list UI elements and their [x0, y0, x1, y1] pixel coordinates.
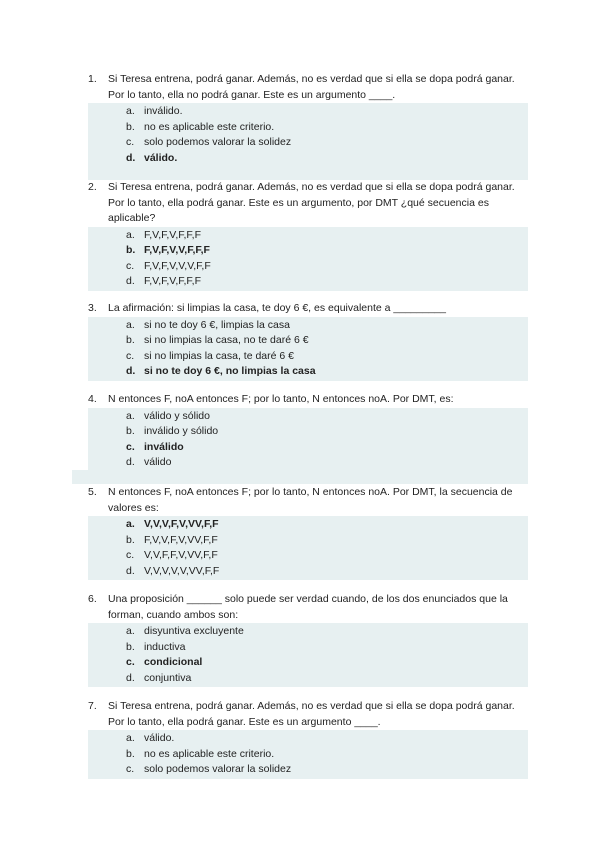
question-6 [88, 592, 528, 687]
option-b[interactable]: b. no es aplicable este criterio. [126, 747, 275, 760]
option-c[interactable]: c. solo podemos valorar la solidez [126, 763, 292, 775]
option-d[interactable]: d. F,V,F,V,F,F,F [126, 275, 201, 287]
option-c-correct[interactable]: c. condicional [126, 656, 203, 668]
option-c[interactable]: c. V,V,F,F,V,VV,F,F [126, 549, 218, 561]
divider-band [72, 470, 528, 484]
option-b[interactable]: b. si no limpias la casa, no te daré 6 € [126, 334, 309, 346]
option-b-correct[interactable]: b. F,V,F,V,V,F,F,F [126, 244, 210, 256]
option-c-correct[interactable]: c. inválido [126, 440, 184, 453]
question-text [88, 485, 528, 516]
question-text [88, 392, 528, 408]
question-body: N entonces F, noA entonces F; por lo tanto, N entonces noA. Por DMT, es: [108, 393, 454, 405]
question-number: 7. [88, 700, 97, 712]
options-list [88, 516, 528, 580]
question-text [88, 180, 528, 227]
option-a[interactable]: a. inválido. [126, 105, 183, 117]
options-list [88, 730, 528, 779]
question-4 [88, 392, 528, 472]
question-2 [88, 180, 528, 291]
option-b[interactable]: b. no es aplicable este criterio. [126, 120, 275, 133]
option-a[interactable]: a. válido. [126, 732, 175, 744]
question-body: Si Teresa entrena, podrá ganar. Además, no es verdad que si ella se dopa podrá ganar. Por lo tanto, ella podrá ganar. Este es un argumento, por DMT ¿qué secuencia es aplicable? [108, 181, 515, 224]
option-a-correct[interactable]: a. V,V,V,F,V,VV,F,F [126, 518, 219, 530]
question-3 [88, 301, 528, 381]
option-d[interactable]: d. conjuntiva [126, 671, 192, 684]
option-d-correct[interactable]: d. válido. [126, 151, 178, 164]
question-number: 2. [88, 181, 97, 193]
question-number: 6. [88, 593, 97, 605]
options-list [88, 227, 528, 291]
question-number: 1. [88, 73, 97, 85]
options-list [88, 408, 528, 472]
question-number: 3. [88, 302, 97, 314]
question-body: Si Teresa entrena, podrá ganar. Además, no es verdad que si ella se dopa podrá ganar. Por lo tanto, ella no podrá ganar. Este es un argumento ____. [108, 73, 515, 101]
option-d-correct[interactable]: d. si no te doy 6 €, no limpias la casa [126, 365, 316, 377]
option-c[interactable]: c. F,V,F,V,V,V,F,F [126, 259, 211, 272]
option-d[interactable]: d. válido [126, 456, 172, 468]
option-a[interactable]: a. si no te doy 6 €, limpias la casa [126, 318, 290, 331]
question-1 [88, 72, 528, 180]
question-body: Si Teresa entrena, podrá ganar. Además, no es verdad que si ella se dopa podrá ganar. Por lo tanto, ella podrá ganar. Este es un argumento ____. [108, 700, 515, 728]
option-c[interactable]: c. solo podemos valorar la solidez [126, 136, 292, 148]
option-a[interactable]: a. F,V,F,V,F,F,F [126, 228, 201, 241]
options-list [88, 623, 528, 687]
options-list [88, 317, 528, 381]
option-b[interactable]: b. inductiva [126, 640, 186, 653]
question-body: La afirmación: si limpias la casa, te doy 6 €, es equivalente a _________ [108, 302, 446, 314]
question-text [88, 72, 528, 103]
option-d[interactable]: d. V,V,V,V,V,VV,F,F [126, 564, 220, 577]
question-text [88, 592, 528, 623]
option-b[interactable]: b. F,V,V,F,V,VV,F,F [126, 533, 218, 546]
question-7 [88, 699, 528, 779]
question-body: Una proposición ______ solo puede ser verdad cuando, de los dos enunciados que la forman, cuando ambos son: [108, 593, 508, 621]
option-c[interactable]: c. si no limpias la casa, te daré 6 € [126, 349, 294, 362]
option-a[interactable]: a. disyuntiva excluyente [126, 625, 244, 637]
question-5 [88, 485, 528, 580]
option-b[interactable]: b. inválido y sólido [126, 425, 219, 437]
question-text [88, 699, 528, 730]
question-number: 4. [88, 393, 97, 405]
question-text [88, 301, 528, 317]
option-a[interactable]: a. válido y sólido [126, 409, 210, 422]
question-number: 5. [88, 486, 97, 498]
question-body: N entonces F, noA entonces F; por lo tanto, N entonces noA. Por DMT, la secuencia de valores es: [108, 486, 513, 514]
options-list [88, 103, 528, 180]
